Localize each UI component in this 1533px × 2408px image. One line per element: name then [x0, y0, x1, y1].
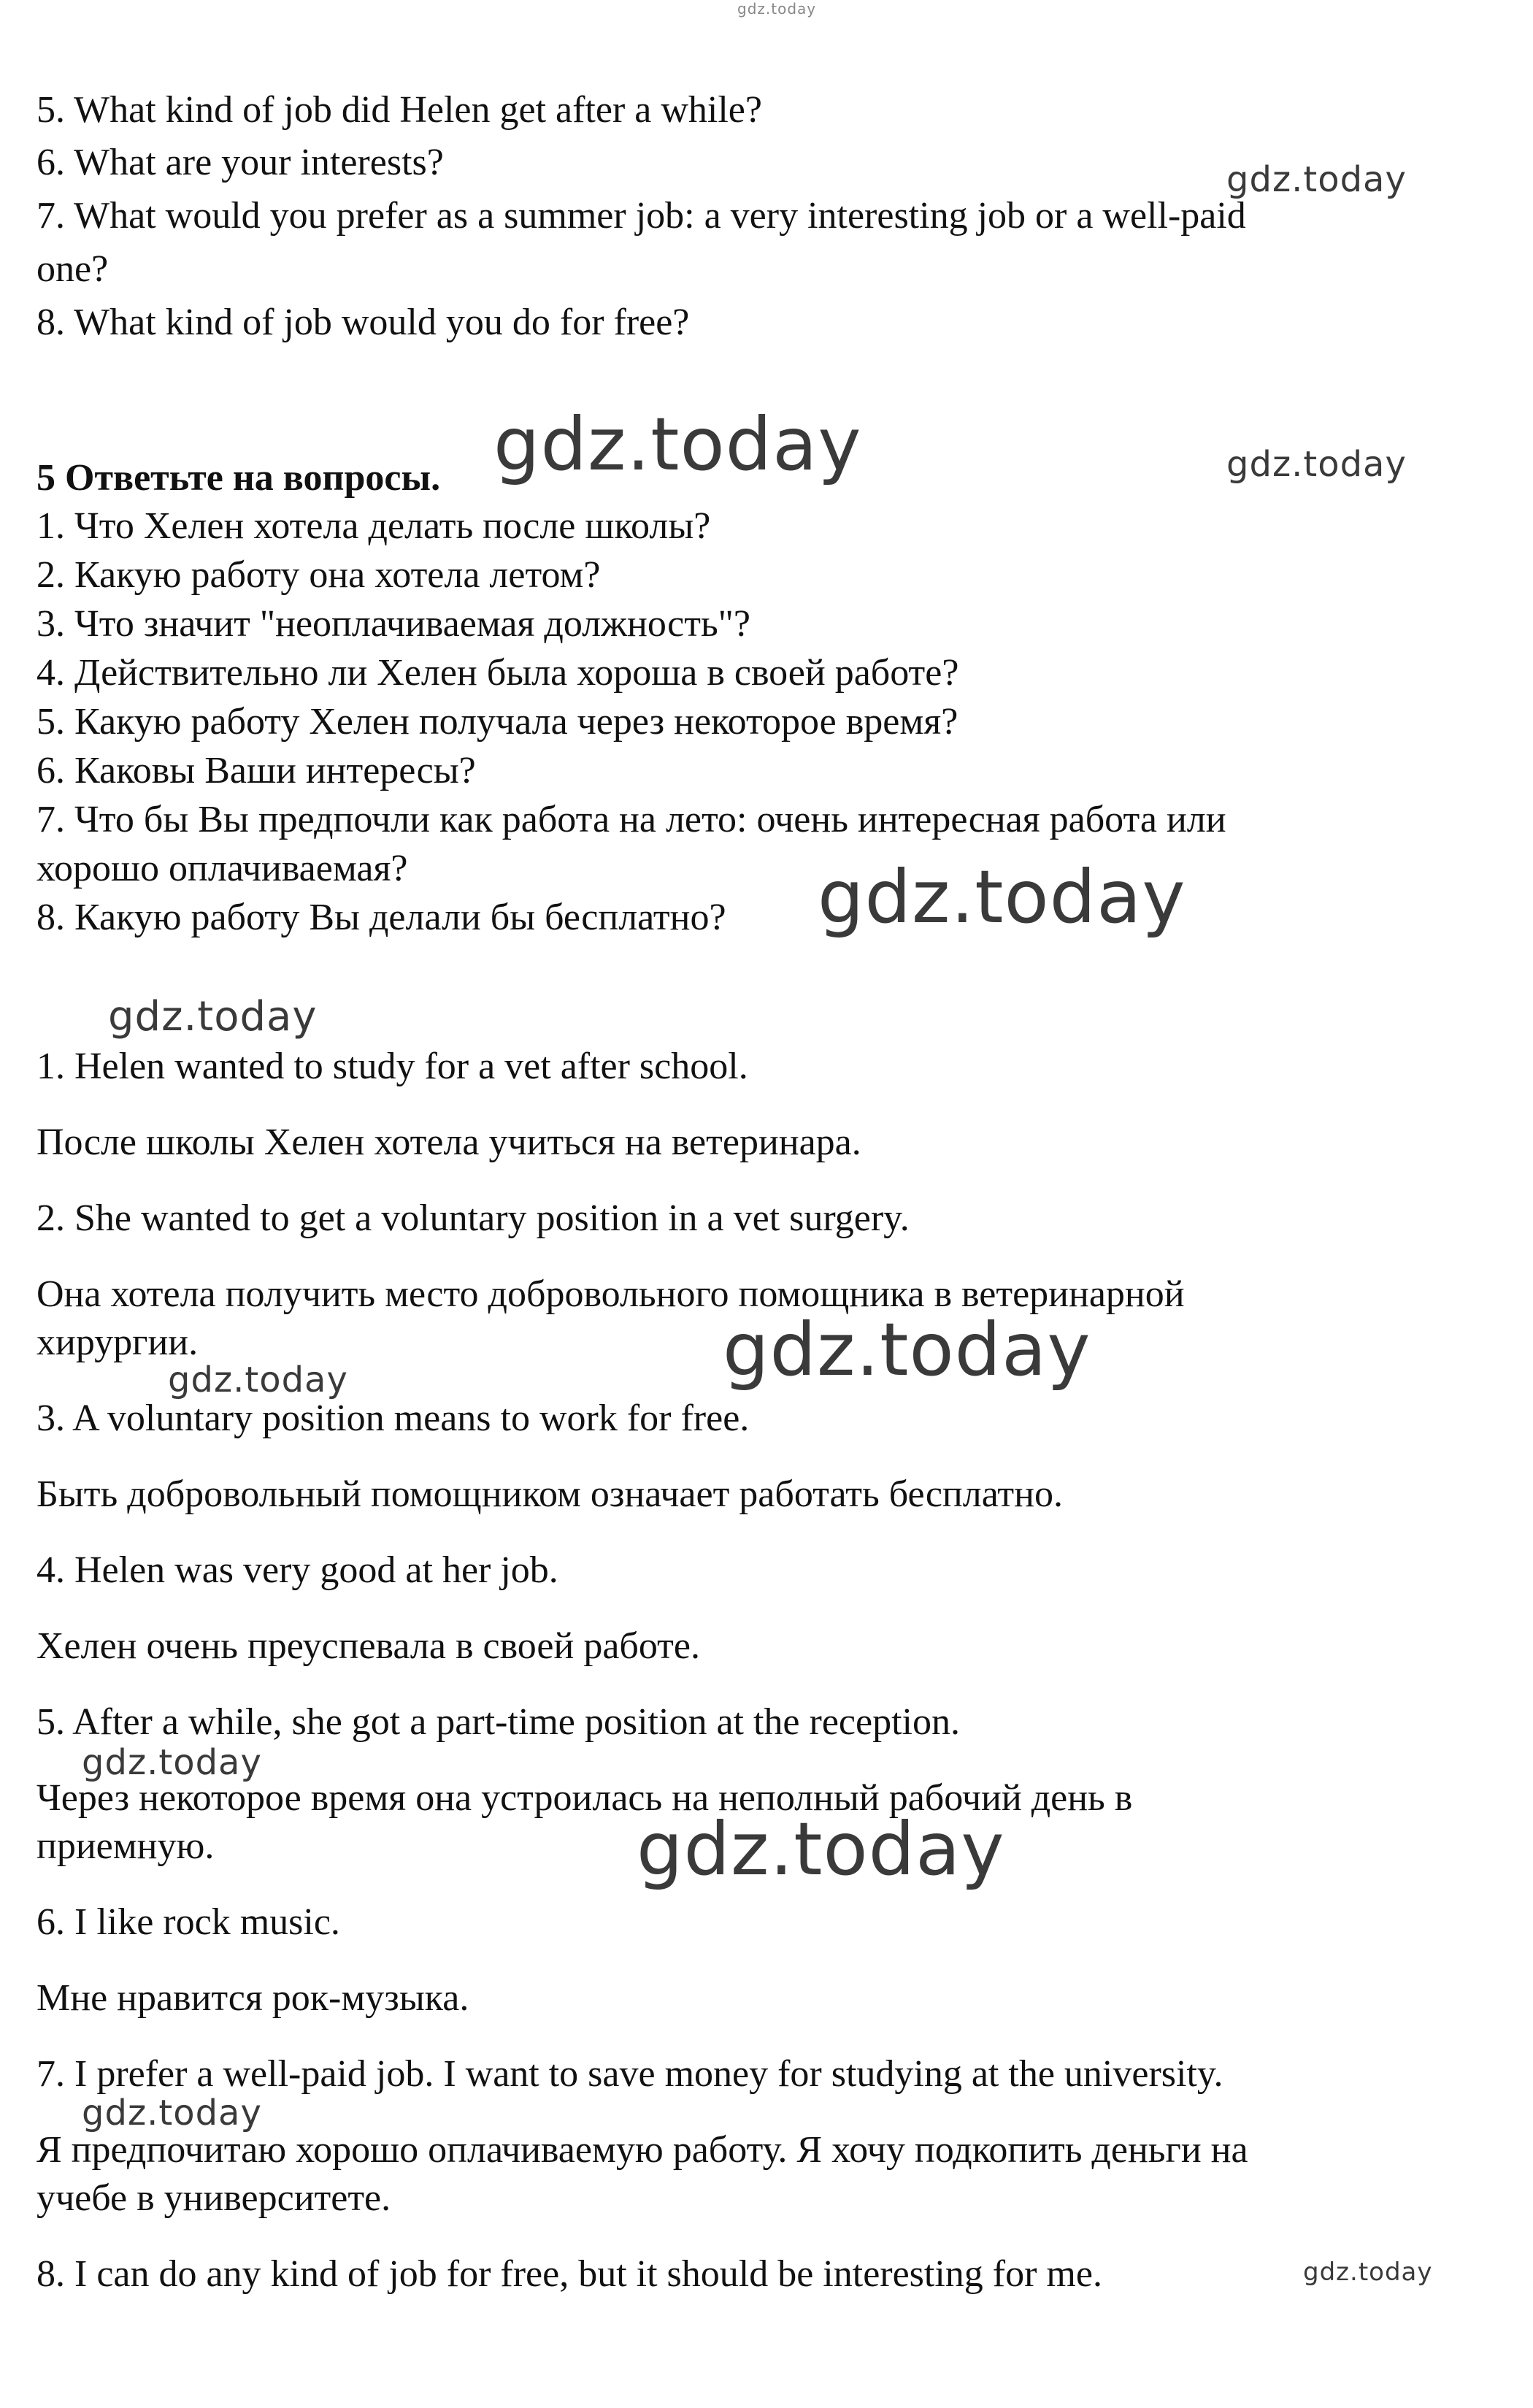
question-ru-2: 2. Какую работу она хотела летом? — [36, 554, 601, 596]
answer-ru-2: Она хотела получить место добровольного помощника в ветеринарной — [36, 1273, 1185, 1315]
answer-en-3: 3. A voluntary position means to work for free. — [36, 1397, 750, 1439]
watermark: gdz.today — [818, 854, 1186, 940]
answer-en-4: 4. Helen was very good at her job. — [36, 1549, 558, 1591]
question-ru-3: 3. Что значит "неоплачиваемая должность"? — [36, 603, 750, 645]
question-ru-7: 7. Что бы Вы предпочли как работа на лето: очень интересная работа или — [36, 799, 1226, 840]
watermark: gdz.today — [493, 402, 862, 487]
question-en-7-cont: one? — [36, 248, 109, 290]
answer-ru-5: Через некоторое время она устроилась на неполный рабочий день в — [36, 1777, 1133, 1819]
question-ru-1: 1. Что Хелен хотела делать после школы? — [36, 505, 711, 547]
answer-ru-5-cont: приемную. — [36, 1825, 215, 1867]
question-ru-4: 4. Действительно ли Хелен была хороша в своей работе? — [36, 652, 959, 694]
question-en-7: 7. What would you prefer as a summer job: a very interesting job or a well-paid — [36, 195, 1246, 237]
answer-ru-1: После школы Хелен хотела учиться на ветеринара. — [36, 1121, 861, 1163]
watermark: gdz.today — [168, 1360, 348, 1400]
question-en-6: 6. What are your interests? — [36, 142, 444, 183]
answer-ru-6: Мне нравится рок-музыка. — [36, 1977, 469, 2019]
watermark: gdz.today — [1226, 444, 1407, 485]
answer-en-2: 2. She wanted to get a voluntary position in a vet surgery. — [36, 1197, 910, 1239]
answer-ru-3: Быть добровольный помощником означает работать бесплатно. — [36, 1473, 1063, 1515]
question-ru-8: 8. Какую работу Вы делали бы бесплатно? — [36, 897, 726, 938]
watermark: gdz.today — [82, 2093, 262, 2133]
answer-ru-7: Я предпочитаю хорошо оплачиваемую работу. Я хочу подкопить деньги на — [36, 2129, 1248, 2171]
question-ru-7-cont: хорошо оплачиваемая? — [36, 848, 408, 889]
answer-en-7: 7. I prefer a well-paid job. I want to save money for studying at the university. — [36, 2053, 1223, 2095]
answer-ru-4: Хелен очень преуспевала в своей работе. — [36, 1625, 700, 1667]
answer-ru-2-cont: хирургии. — [36, 1322, 199, 1363]
watermark: gdz.today — [637, 1806, 1005, 1892]
watermark: gdz.today — [108, 993, 318, 1040]
watermark: gdz.today — [723, 1307, 1091, 1392]
watermark: gdz.today — [1303, 2258, 1433, 2287]
question-en-5: 5. What kind of job did Helen get after a while? — [36, 89, 762, 131]
answer-en-6: 6. I like rock music. — [36, 1901, 340, 1943]
watermark: gdz.today — [1226, 159, 1407, 200]
top-watermark: gdz.today — [737, 0, 817, 18]
answer-en-1: 1. Helen wanted to study for a vet after school. — [36, 1046, 748, 1087]
answer-en-8: 8. I can do any kind of job for free, but it should be interesting for me. — [36, 2253, 1102, 2295]
question-en-8: 8. What kind of job would you do for free? — [36, 302, 690, 343]
answer-ru-7-cont: учебе в университете. — [36, 2177, 391, 2219]
question-ru-6: 6. Каковы Ваши интересы? — [36, 750, 476, 791]
answer-en-5: 5. After a while, she got a part-time position at the reception. — [36, 1701, 960, 1743]
section-heading: 5 Ответьте на вопросы. — [36, 457, 441, 499]
question-ru-5: 5. Какую работу Хелен получала через некоторое время? — [36, 701, 958, 743]
watermark: gdz.today — [82, 1742, 262, 1783]
